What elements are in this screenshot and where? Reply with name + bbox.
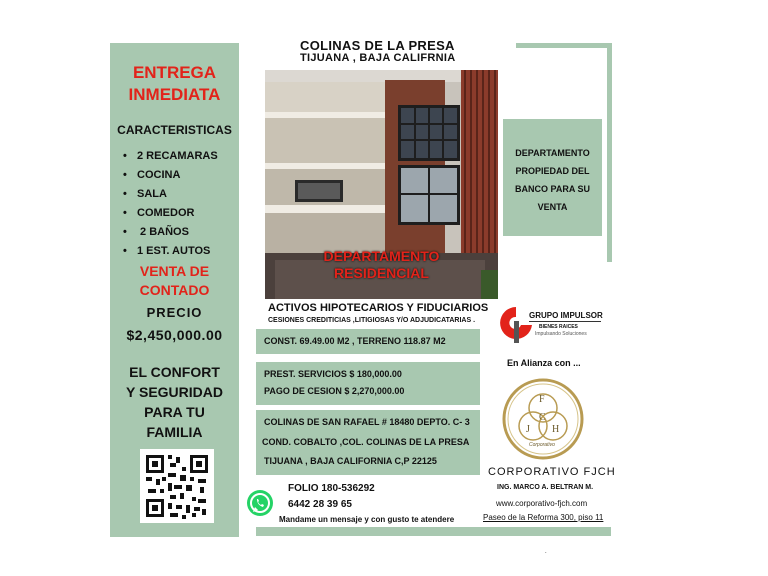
address-line: TIJUANA , BAJA CALIFORNIA C,P 22125: [264, 456, 437, 466]
feature-item: • COCINA: [123, 166, 218, 185]
emblem-caption: Corporativo: [529, 442, 555, 448]
feature-item: • 2 BAÑOS: [123, 223, 218, 242]
bank-line: DEPARTAMENTO: [515, 148, 590, 158]
grupo-impulsor-mark-icon: [499, 305, 533, 345]
engineer-name: ING. MARCO A. BELTRAN M.: [497, 484, 594, 491]
website-link[interactable]: www.corporativo-fjch.com: [496, 499, 588, 508]
emblem-letter: H: [552, 424, 560, 435]
address-line: COLINAS DE SAN RAFAEL # 18480 DEPTO. C- 3: [264, 417, 470, 427]
phone-number[interactable]: 6442 28 39 65: [288, 499, 352, 510]
grupo-impulsor-logo: [499, 303, 607, 348]
emblem-letter: C: [539, 412, 546, 423]
cession-price: PAGO DE CESION $ 2,270,000.00: [264, 386, 405, 396]
logo-sub: BIENES RAICES: [539, 324, 578, 330]
qr-code-icon[interactable]: [140, 449, 214, 523]
corporativo-name: CORPORATIVO FJCH: [488, 466, 616, 478]
features-title: CARACTERISTICAS: [117, 123, 232, 137]
bank-line: BANCO PARA SU: [514, 184, 590, 194]
stray-dot: .: [545, 549, 547, 555]
price-value: $2,450,000.00: [126, 327, 223, 343]
slogan-line: FAMILIA: [146, 424, 203, 440]
building-photo: [265, 70, 498, 299]
bank-property-text: [503, 144, 602, 216]
slogan-line: Y SEGURIDAD: [126, 384, 223, 400]
features-list: [123, 147, 218, 261]
services-price: PREST. SERVICIOS $ 180,000.00: [264, 369, 402, 379]
contact-message: Mandame un mensaje y con gusto te atendere: [279, 515, 455, 524]
activos-heading: ACTIVOS HIPOTECARIOS Y FIDUCIARIOS: [268, 302, 489, 314]
folio-number: FOLIO 180-536292: [288, 483, 375, 494]
headline-line: ENTREGA: [132, 63, 217, 82]
page-title: COLINAS DE LA PRESA: [300, 38, 455, 53]
slogan-line: PARA TU: [144, 404, 205, 420]
frame-side: [607, 43, 612, 262]
feature-item: • SALA: [123, 185, 218, 204]
frame-top: [516, 43, 612, 48]
emblem-letter: F: [539, 394, 545, 405]
headline-line: INMEDIATA: [128, 85, 221, 104]
photo-overlay-line: RESIDENCIAL: [334, 265, 429, 281]
slogan: [110, 362, 239, 442]
headline: [110, 62, 239, 106]
sale-line: VENTA DE: [139, 263, 210, 279]
logo-rule: [529, 321, 601, 322]
photo-overlay-line: DEPARTAMENTO: [323, 248, 440, 264]
bottom-bar: [256, 527, 611, 536]
bank-line: PROPIEDAD DEL: [515, 166, 590, 176]
office-address: Paseo de la Reforma 300, piso 11: [483, 513, 604, 522]
feature-item: • 1 EST. AUTOS: [123, 242, 218, 261]
feature-item: • 2 RECAMARAS: [123, 147, 218, 166]
price-label: PRECIO: [146, 305, 203, 320]
construction-text: CONST. 69.49.00 M2 , TERRENO 118.87 M2: [264, 336, 446, 346]
alliance-text: En Alianza con ...: [507, 358, 581, 368]
logo-tagline: Impulsando Soluciones: [535, 331, 587, 337]
sale-line: CONTADO: [139, 282, 210, 298]
address-line: COND. COBALTO ,COL. COLINAS DE LA PRESA: [262, 437, 470, 447]
emblem-letter: J: [526, 424, 530, 435]
cesiones-text: CESIONES CREDITICIAS ,LITIGIOSAS Y/O ADJUDICATARIAS .: [268, 317, 476, 324]
bank-line: VENTA: [537, 202, 568, 212]
whatsapp-icon[interactable]: [247, 490, 273, 516]
logo-name: GRUPO IMPULSOR: [529, 311, 603, 320]
photo-overlay: [265, 248, 498, 282]
fjch-emblem: [502, 378, 584, 460]
sale-type: [110, 262, 239, 300]
page-location: TIJUANA , BAJA CALIFRNIA: [300, 52, 456, 64]
slogan-line: EL CONFORT: [129, 364, 220, 380]
feature-item: • COMEDOR: [123, 204, 218, 223]
